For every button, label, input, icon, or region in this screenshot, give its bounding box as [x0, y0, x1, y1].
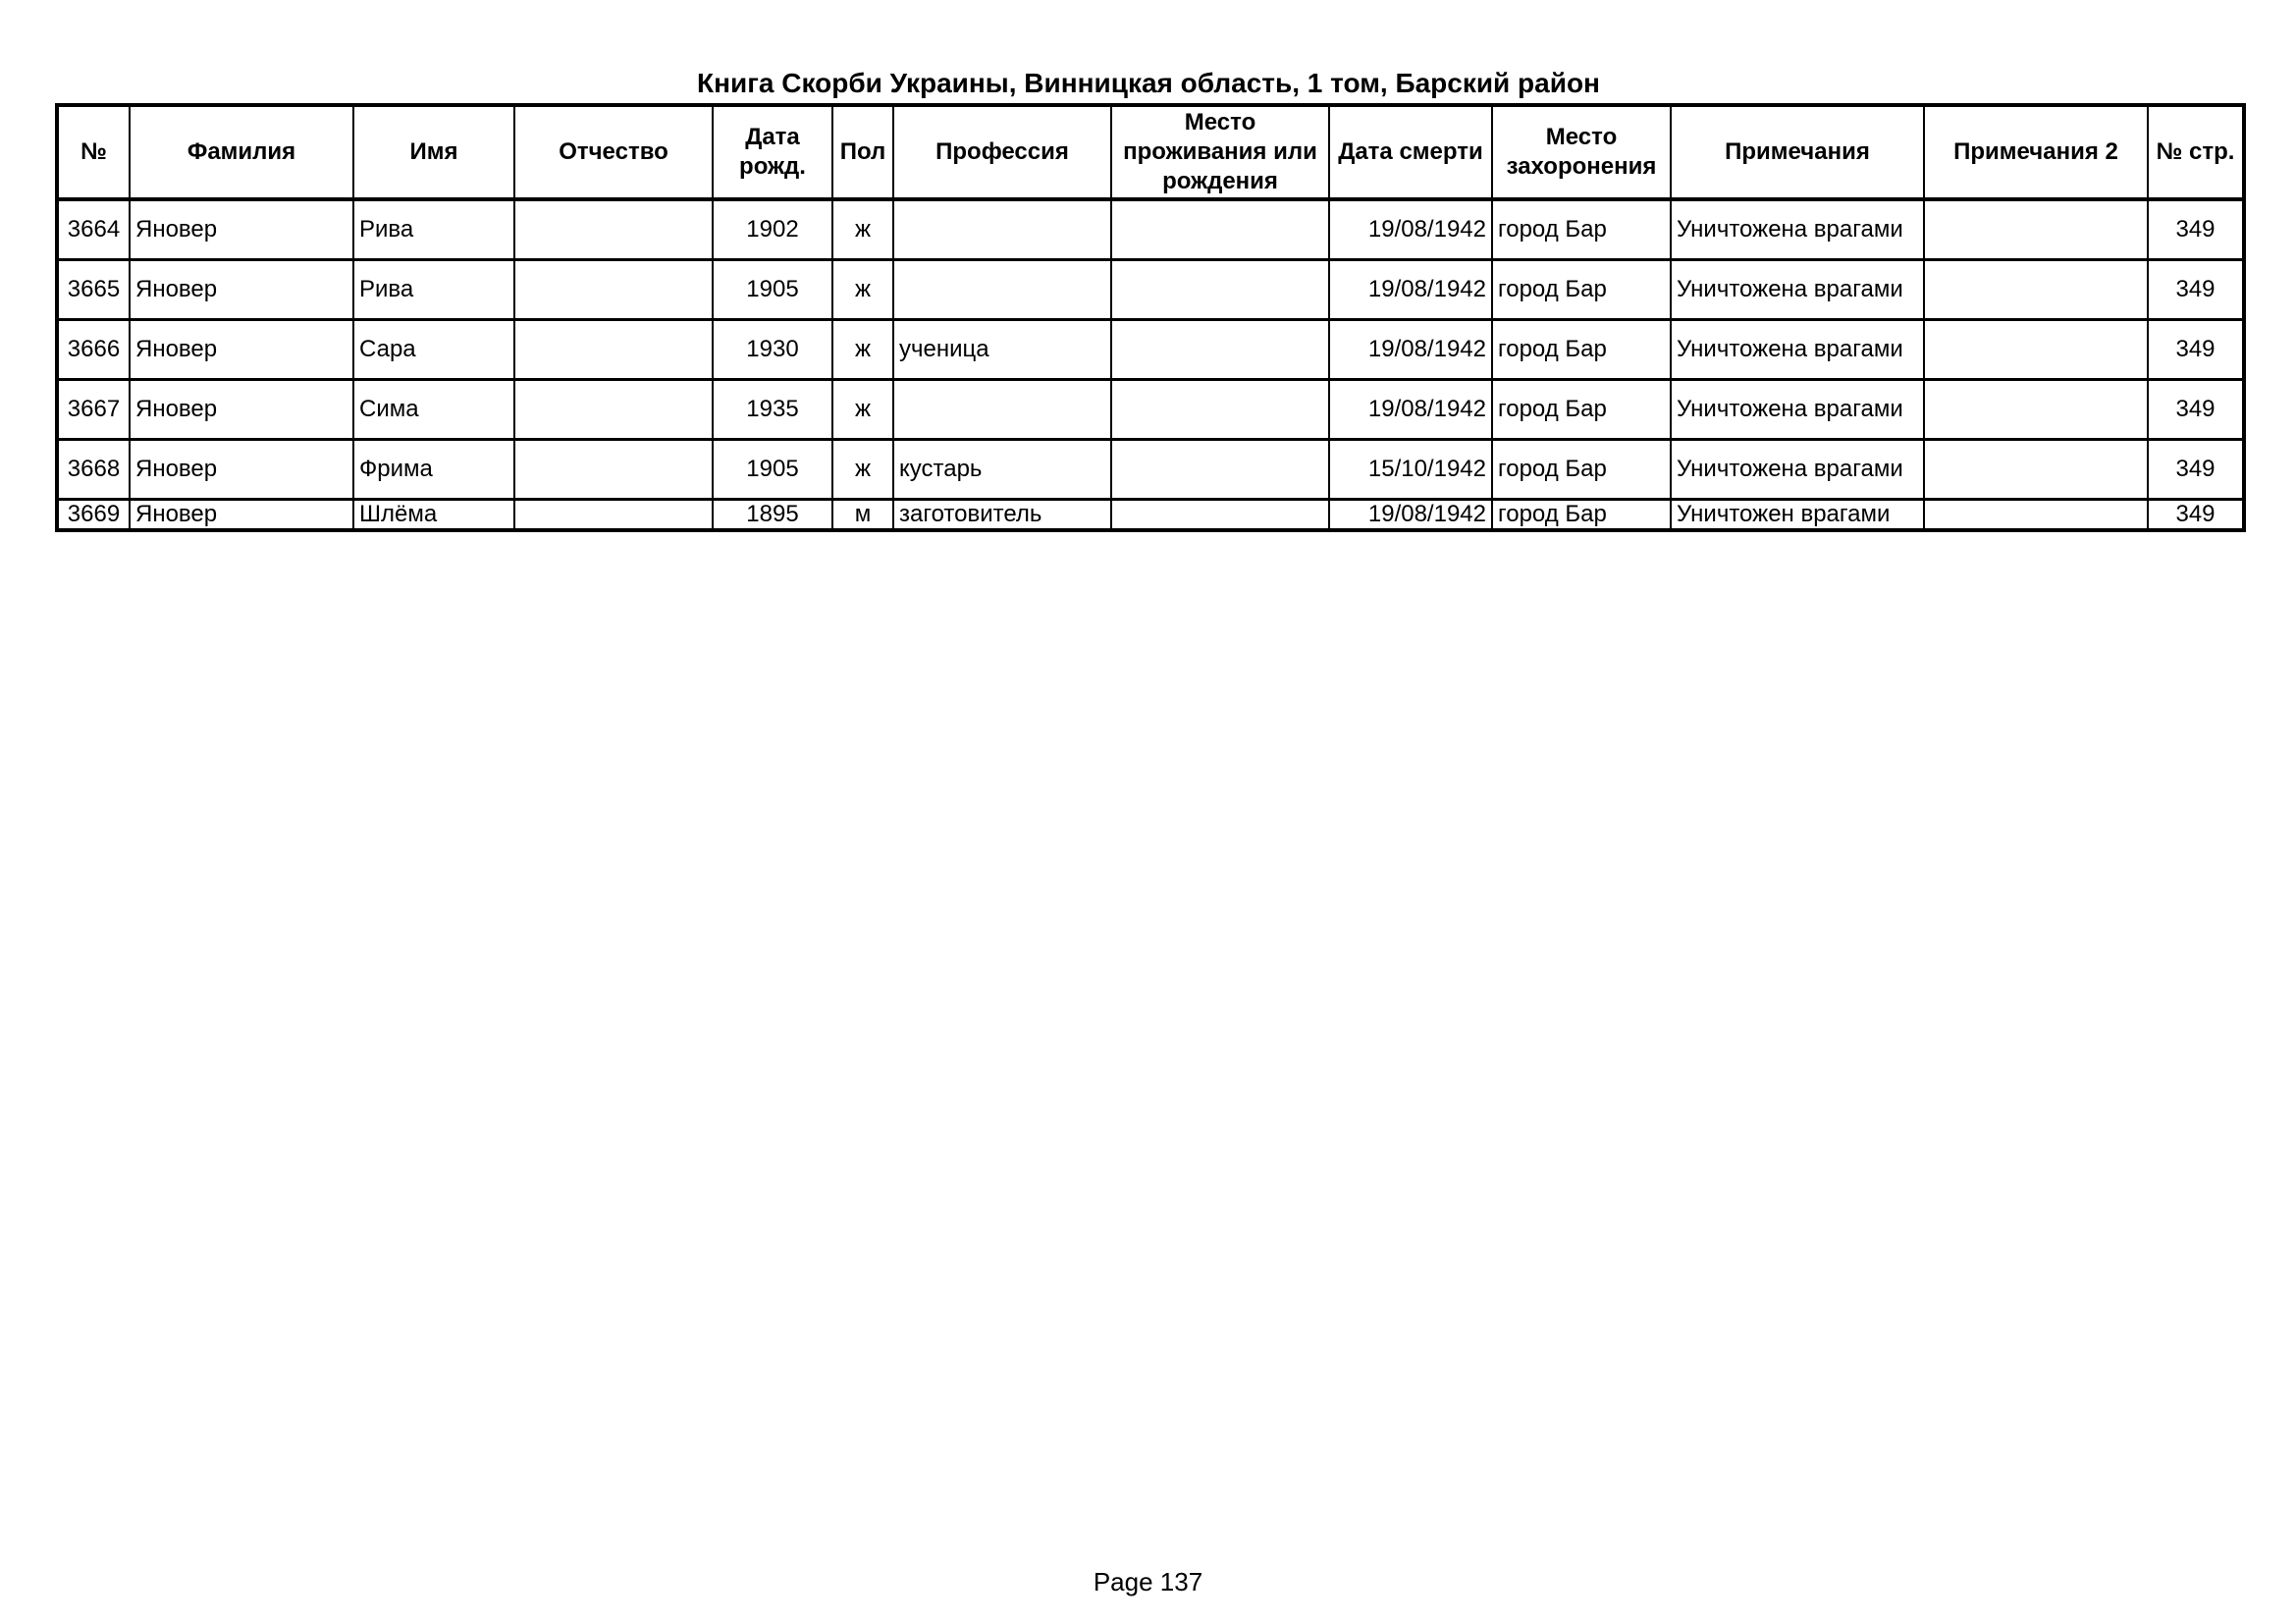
cell-birth-date: 1902	[713, 199, 832, 260]
cell-residence	[1111, 320, 1329, 380]
table-row	[57, 199, 2244, 260]
cell-number: 3664	[57, 199, 130, 260]
cell-sex: ж	[832, 320, 893, 380]
cell-notes: Уничтожена врагами	[1671, 199, 1924, 260]
cell-residence	[1111, 440, 1329, 500]
cell-notes: Уничтожена врагами	[1671, 380, 1924, 440]
cell-notes-2	[1924, 320, 2148, 380]
header-burial-place: Место захоронения	[1492, 105, 1671, 199]
cell-death-date: 19/08/1942	[1329, 260, 1492, 320]
cell-page-number: 349	[2148, 380, 2244, 440]
cell-surname: Яновер	[130, 500, 353, 531]
cell-birth-date: 1935	[713, 380, 832, 440]
cell-patronymic	[514, 380, 713, 440]
cell-profession	[893, 260, 1111, 320]
header-page-number: № стр.	[2148, 105, 2244, 199]
cell-surname: Яновер	[130, 320, 353, 380]
cell-death-date: 15/10/1942	[1329, 440, 1492, 500]
cell-profession	[893, 380, 1111, 440]
cell-birth-date: 1930	[713, 320, 832, 380]
cell-death-date: 19/08/1942	[1329, 500, 1492, 531]
cell-patronymic	[514, 440, 713, 500]
cell-burial-place: город Бар	[1492, 199, 1671, 260]
cell-number: 3669	[57, 500, 130, 531]
header-number: №	[57, 105, 130, 199]
table-row	[57, 440, 2244, 500]
cell-number: 3668	[57, 440, 130, 500]
cell-death-date: 19/08/1942	[1329, 199, 1492, 260]
cell-first-name: Сима	[353, 380, 514, 440]
header-patronymic: Отчество	[514, 105, 713, 199]
cell-residence	[1111, 260, 1329, 320]
cell-residence	[1111, 199, 1329, 260]
cell-burial-place: город Бар	[1492, 380, 1671, 440]
cell-sex: ж	[832, 380, 893, 440]
page-footer: Page 137	[1093, 1567, 1203, 1596]
cell-profession: заготовитель	[893, 500, 1111, 531]
cell-first-name: Рива	[353, 260, 514, 320]
cell-patronymic	[514, 500, 713, 531]
header-profession: Профессия	[893, 105, 1111, 199]
cell-number: 3666	[57, 320, 130, 380]
cell-sex: ж	[832, 260, 893, 320]
cell-page-number: 349	[2148, 199, 2244, 260]
table-row	[57, 380, 2244, 440]
cell-birth-date: 1895	[713, 500, 832, 531]
cell-burial-place: город Бар	[1492, 440, 1671, 500]
table-row	[57, 320, 2244, 380]
cell-death-date: 19/08/1942	[1329, 380, 1492, 440]
header-first-name: Имя	[353, 105, 514, 199]
header-notes: Примечания	[1671, 105, 1924, 199]
cell-first-name: Сара	[353, 320, 514, 380]
records-table	[55, 103, 2246, 532]
table-row	[57, 500, 2244, 531]
cell-patronymic	[514, 199, 713, 260]
table-row	[57, 260, 2244, 320]
cell-profession: ученица	[893, 320, 1111, 380]
cell-page-number: 349	[2148, 440, 2244, 500]
cell-burial-place: город Бар	[1492, 500, 1671, 531]
cell-notes-2	[1924, 500, 2148, 531]
cell-page-number: 349	[2148, 500, 2244, 531]
header-residence: Место проживания или рождения	[1111, 105, 1329, 199]
cell-surname: Яновер	[130, 260, 353, 320]
cell-birth-date: 1905	[713, 260, 832, 320]
cell-notes: Уничтожена врагами	[1671, 440, 1924, 500]
cell-notes-2	[1924, 440, 2148, 500]
header-sex: Пол	[832, 105, 893, 199]
cell-surname: Яновер	[130, 440, 353, 500]
cell-notes: Уничтожен врагами	[1671, 500, 1924, 531]
cell-residence	[1111, 380, 1329, 440]
cell-page-number: 349	[2148, 320, 2244, 380]
cell-number: 3665	[57, 260, 130, 320]
header-death-date: Дата смерти	[1329, 105, 1492, 199]
document-title: Книга Скорби Украины, Винницкая область, 1 том, Барский район	[697, 68, 1600, 98]
cell-patronymic	[514, 260, 713, 320]
cell-residence	[1111, 500, 1329, 531]
cell-sex: ж	[832, 199, 893, 260]
cell-patronymic	[514, 320, 713, 380]
cell-death-date: 19/08/1942	[1329, 320, 1492, 380]
table-header-row	[57, 105, 2244, 199]
cell-surname: Яновер	[130, 380, 353, 440]
cell-birth-date: 1905	[713, 440, 832, 500]
cell-surname: Яновер	[130, 199, 353, 260]
cell-first-name: Шлёма	[353, 500, 514, 531]
header-notes-2: Примечания 2	[1924, 105, 2148, 199]
cell-first-name: Рива	[353, 199, 514, 260]
cell-number: 3667	[57, 380, 130, 440]
cell-first-name: Фрима	[353, 440, 514, 500]
cell-notes-2	[1924, 199, 2148, 260]
cell-burial-place: город Бар	[1492, 320, 1671, 380]
cell-burial-place: город Бар	[1492, 260, 1671, 320]
header-birth-date: Дата рожд.	[713, 105, 832, 199]
cell-sex: м	[832, 500, 893, 531]
cell-page-number: 349	[2148, 260, 2244, 320]
cell-notes: Уничтожена врагами	[1671, 320, 1924, 380]
cell-notes-2	[1924, 380, 2148, 440]
cell-sex: ж	[832, 440, 893, 500]
cell-profession	[893, 199, 1111, 260]
header-surname: Фамилия	[130, 105, 353, 199]
cell-notes: Уничтожена врагами	[1671, 260, 1924, 320]
cell-notes-2	[1924, 260, 2148, 320]
cell-profession: кустарь	[893, 440, 1111, 500]
